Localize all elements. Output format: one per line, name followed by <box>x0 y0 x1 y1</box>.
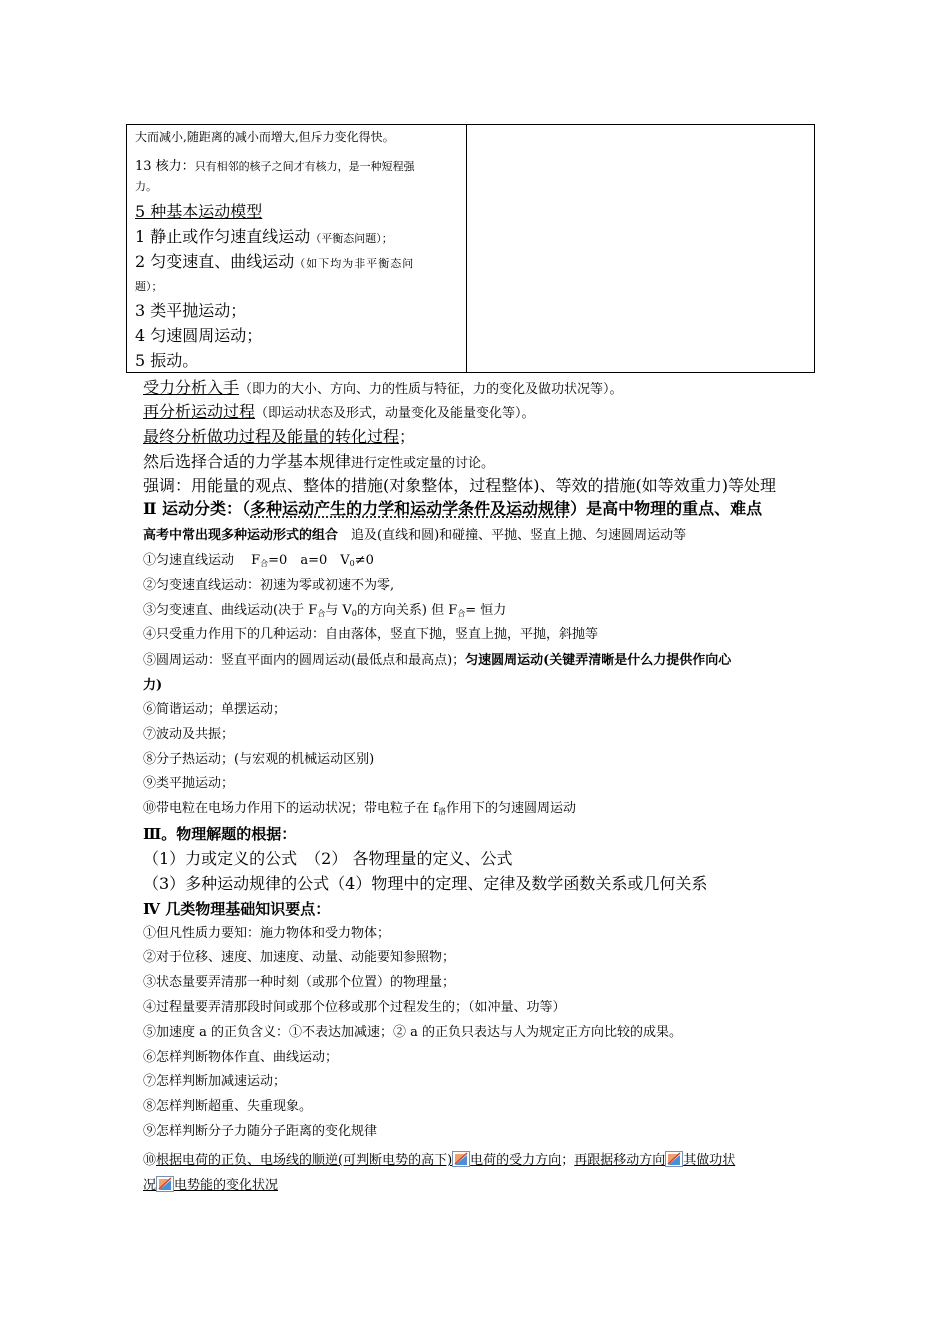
motion-item-3-sub3: 合 <box>457 609 466 618</box>
intro-line-1 <box>143 380 623 396</box>
model-4: 4 匀速圆周运动； <box>135 326 263 345</box>
model-1-text: 1 静止或作匀速直线运动 <box>135 227 311 246</box>
knowledge-item-10-e: 况 <box>143 1178 157 1193</box>
motion-item-6: ⑥简谐运动；单摆运动； <box>143 702 287 717</box>
models-heading: 5 种基本运动模型 <box>135 202 263 221</box>
intro-2-note: （即运动状态及形式，动量变化及能量变化等）。 <box>255 406 535 421</box>
intro-2-main: 再分析运动过程 <box>143 402 256 421</box>
motion-item-3 <box>143 604 506 618</box>
content-table <box>126 124 815 373</box>
motion-item-5-a: ⑤圆周运动：竖直平面内的圆周运动(最低点和最高点)； <box>143 653 466 668</box>
knowledge-item-10-num: ⑩ <box>143 1153 157 1168</box>
motion-item-3-c: 的方向关系) 但 F <box>356 603 458 618</box>
nuclear-force-label: 13 核力： <box>135 159 195 174</box>
knowledge-item-6: ⑥怎样判断物体作直、曲线运动； <box>143 1050 339 1065</box>
motion-item-3-sub2: 0 <box>351 609 357 618</box>
knowledge-item-8: ⑧怎样判断超重、失重现象。 <box>143 1099 313 1114</box>
motion-item-9: ⑨类平抛运动； <box>143 776 235 791</box>
knowledge-item-10-a: 根据电荷的正负、电场线的顺逆(可判断电势的高下) <box>156 1153 453 1168</box>
intro-line-3 <box>143 429 415 445</box>
knowledge-item-10 <box>143 1151 735 1167</box>
arrow-image-icon <box>156 1176 174 1192</box>
motion-item-5 <box>143 654 731 667</box>
table-right-cell <box>467 125 814 372</box>
motion-item-5-bold: 匀速圆周运动(关键弄清晰是什么力提供作向心 <box>465 653 732 668</box>
intro-4-main: 然后选择合适的力学基本规律 <box>143 452 352 471</box>
section-2-sub <box>143 529 686 542</box>
motion-item-1 <box>143 554 374 568</box>
knowledge-item-4: ④过程量要弄清那段时间或那个位移或那个过程发生的；（如冲量、功等） <box>143 1000 566 1015</box>
motion-item-3-d: = 恒力 <box>465 603 507 618</box>
knowledge-item-5: ⑤加速度 a 的正负含义：①不表达加减速；② a 的正负只表达与人为规定正方向比较的成果。 <box>143 1025 683 1040</box>
motion-item-3-a: ③匀变速直、曲线运动(决于 F <box>143 603 318 618</box>
table-line-3: 力。 <box>135 180 157 193</box>
model-2 <box>135 254 414 270</box>
model-1-note: （平衡态问题）； <box>310 232 393 245</box>
knowledge-item-10-d: 其做功状 <box>683 1153 736 1168</box>
motion-item-4: ④只受重力作用下的几种运动：自由落体，竖直下抛，竖直上抛，平抛，斜抛等 <box>143 627 599 642</box>
model-1 <box>135 229 393 245</box>
arrow-image-icon <box>665 1151 683 1167</box>
knowledge-item-10-sep: ； <box>561 1153 575 1168</box>
motion-item-10 <box>143 802 576 816</box>
table-line-1: 大而减小,随距离的减小而增大,但斥力变化得快。 <box>135 130 395 144</box>
model-3: 3 类平抛运动； <box>135 301 247 320</box>
motion-item-10-b: 作用下的匀速圆周运动 <box>445 801 576 816</box>
intro-3-tail: ； <box>399 427 416 446</box>
section-2-heading <box>143 501 762 517</box>
intro-line-5: 强调：用能量的观点、整体的措施(对象整体，过程整体)、等效的措施(如等效重力)等处理 <box>143 476 776 495</box>
knowledge-item-3: ③状态量要弄清那一种时刻（或那个位置）的物理量； <box>143 975 456 990</box>
motion-item-7: ⑦波动及共振； <box>143 727 235 742</box>
motion-item-3-sub: 合 <box>317 609 326 618</box>
nuclear-force-desc: 只有相邻的核子之间才有核力，是一种短程强 <box>194 160 415 173</box>
knowledge-item-2: ②对于位移、速度、加速度、动量、动能要知参照物； <box>143 950 456 965</box>
section-2-heading-emphasis: 多种运动产生的力学和运动学条件及运动规律 <box>250 499 571 518</box>
knowledge-item-10-c: 再跟据移动方向 <box>574 1153 666 1168</box>
intro-4-note: 进行定性或定量的讨论。 <box>351 456 495 471</box>
arrow-image-icon <box>452 1151 470 1167</box>
section-2-heading-pre: Ⅱ 运动分类：（ <box>143 499 251 518</box>
section-4-heading: Ⅳ 几类物理基础知识要点： <box>143 900 331 918</box>
intro-line-2 <box>143 404 535 420</box>
section-2-sub-bold: 高考中常出现多种运动形式的组合 <box>143 528 339 543</box>
motion-item-1-sub2: 0 <box>349 559 355 568</box>
knowledge-item-7: ⑦怎样判断加减速运动； <box>143 1074 287 1089</box>
motion-item-3-b: 与 V <box>325 603 352 618</box>
knowledge-item-10-f: 电势能的变化状况 <box>174 1178 279 1193</box>
motion-item-10-sub: 洛 <box>437 807 446 816</box>
model-2-note: （如下均为非平衡态问 <box>294 257 415 270</box>
motion-item-5-cont: 力) <box>143 678 163 693</box>
model-5: 5 振动。 <box>135 351 199 370</box>
section-2-heading-post: ）是高中物理的重点、难点 <box>570 499 763 518</box>
motion-item-2: ②匀变速直线运动：初速为零或初速不为零, <box>143 578 395 593</box>
knowledge-item-1: ①但凡性质力要知：施力物体和受力物体； <box>143 926 391 941</box>
motion-item-8: ⑧分子热运动；(与宏观的机械运动区别) <box>143 752 375 767</box>
intro-1-main: 受力分析入手 <box>143 378 240 397</box>
knowledge-item-9: ⑨怎样判断分子力随分子距离的变化规律 <box>143 1124 378 1139</box>
motion-item-1-c: ≠0 <box>354 553 374 568</box>
basis-line-1: （1）力或定义的公式 （2） 各物理量的定义、公式 <box>143 849 513 868</box>
motion-item-1-b: =0 a=0 V <box>268 553 350 568</box>
knowledge-item-10-cont <box>143 1176 278 1192</box>
basis-line-2: （3）多种运动规律的公式（4）物理中的定理、定律及数学函数关系或几何关系 <box>143 874 708 893</box>
table-line-2 <box>135 157 415 173</box>
model-2-cont: 题）； <box>135 280 163 293</box>
intro-3-main: 最终分析做功过程及能量的转化过程 <box>143 427 400 446</box>
intro-line-4 <box>143 454 494 470</box>
intro-1-note: （即力的大小、方向、力的性质与特征，力的变化及做功状况等）。 <box>239 382 623 397</box>
section-3-heading: Ⅲ。物理解题的根据： <box>143 825 297 843</box>
section-2-sub-rest: 追及(直线和圆)和碰撞、平抛、竖直上抛、匀速圆周运动等 <box>338 528 687 543</box>
motion-item-1-sub: 合 <box>260 559 269 568</box>
motion-item-1-a: ①匀速直线运动 F <box>143 553 261 568</box>
motion-item-10-a: ⑩带电粒在电场力作用下的运动状况；带电粒子在 f <box>143 801 438 816</box>
model-2-text: 2 匀变速直、曲线运动 <box>135 252 295 271</box>
knowledge-item-10-b: 电荷的受力方向 <box>470 1153 562 1168</box>
